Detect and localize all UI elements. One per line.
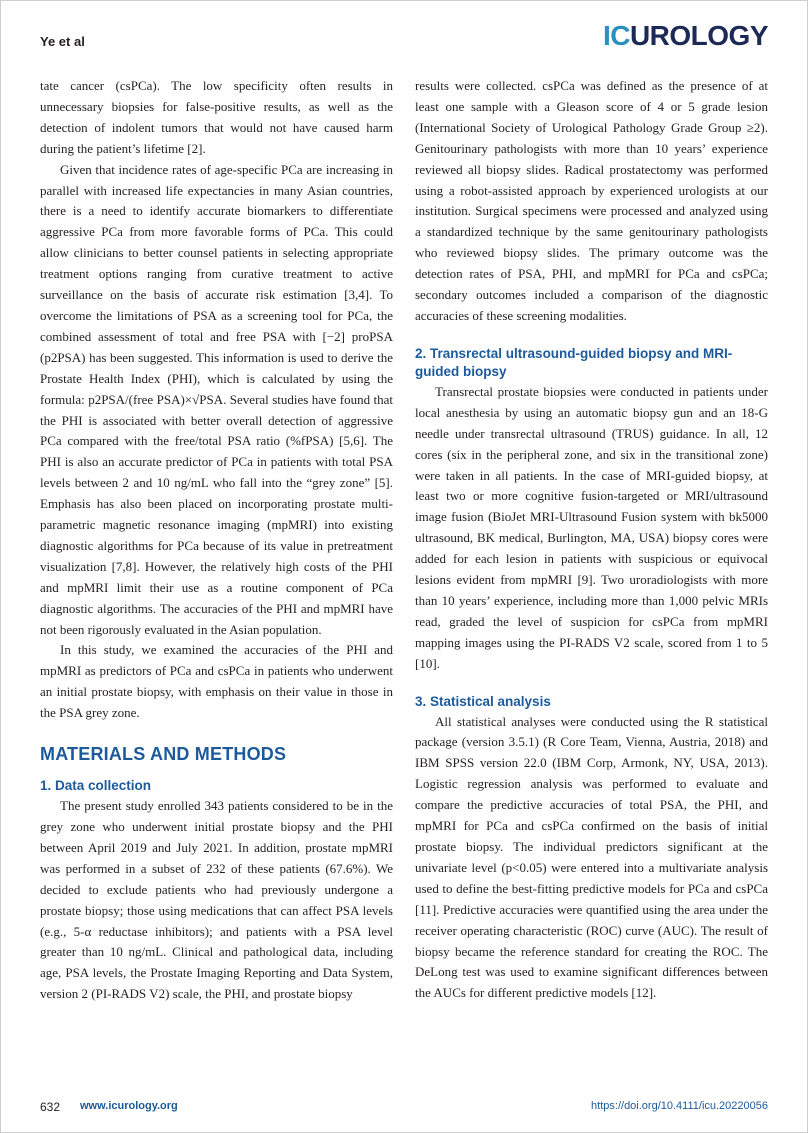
doi-link[interactable]: https://doi.org/10.4111/icu.20220056	[591, 1100, 768, 1112]
subsection-heading: 1. Data collection	[40, 778, 152, 794]
subsection-heading: 2. Transrectal ultrasound-guided biopsy and MRI-guided biopsy	[415, 345, 733, 379]
journal-logo	[603, 20, 768, 52]
paragraph: results were collected. csPCa was defined as the presence of at least one sample with a Gleason score of 4 or 5 grade lesion (International Society of Urological Pathology Grade Group ≥2). Genitourinary pathologists with more than 10 years’ experience reviewed all biopsy slides. Radical prostatectomy was performed using a robot-assisted approach by experienced urologists at our institution. Surgical specimens were processed and analyzed using a standardized technique by the same genitourinary pathologists who reviewed biopsy slides. The primary outcome was the detection rates of PSA, PHI, and mpMRI for PCa and csPCa; secondary outcomes included a comparison of the diagnostic accuracies of these screening modalities.	[415, 78, 768, 323]
paragraph: tate cancer (csPCa). The low specificity often results in unnecessary biopsies for false-positive results, as well as the detection of indolent tumors that would not have caused harm during the patient’s lifetime [2].	[40, 78, 393, 156]
paragraph: In this study, we examined the accuracies of the PHI and mpMRI as predictors of PCa and csPCa in patients who underwent an initial prostate biopsy, with emphasis on their value in those in the PSA grey zone.	[40, 642, 393, 721]
journal-logo-prefix: IC	[602, 20, 630, 51]
page-number: 632	[40, 1100, 61, 1114]
paragraph: Given that incidence rates of age-specific PCa are increasing in parallel with increased life expectancies in many Asian countries, there is a need to identify accurate biomarkers to differentiate aggressive PCa from more favorable forms of PCa. This could allow clinicians to better counsel patients in selecting appropriate treatment options ranging from curative treatment to active surveillance on the basis of accurate risk estimation [3,4]. To overcome the limitations of PSA as a screening tool for PCa, the combined assessment of total and free PSA with [−2] proPSA (p2PSA) has been suggested. This information is used to derive the Prostate Health Index (PHI), which is calculated by using the formula: p2PSA/(free PSA)×√PSA. Several studies have found that the PHI is associated with better overall detection of aggressive PCa compared with the free/total PSA ratio (%fPSA) [5,6]. The PHI is also an accurate predictor of PCa in patients with total PSA levels between 2 and 10 ng/mL who fall into the “grey zone” [5]. Emphasis has also been placed on incorporating prostate multi-parametric magnetic resonance imaging (mpMRI) into existing diagnostic algorithms for PCa because of its value in pretreatment visualization [7,8]. However, the relatively high costs of the PHI and mpMRI limit their use as a routine component of PCa diagnostic algorithms. The accuracies of the PHI and mpMRI have not been rigorously evaluated in the Asian population.	[40, 161, 393, 637]
subsection-heading: 3. Statistical analysis	[415, 693, 551, 709]
paragraph: All statistical analyses were conducted using the R statistical package (version 3.5.1) (R Core Team, Vienna, Austria, 2018) and IBM SPSS version 22.0 (IBM Corp, Armonk, NY, USA, 2013). Logistic regression analysis was performed to evaluate and compare the predictive accuracies of total PSA, the PHI, and mpMRI for PCa and csPCa confirmed on the basis of initial prostate biopsy. The individual predictors significant at the univariate level (p<0.05) were entered into a multivariate analysis used to define the best-fitting predictive models for PCa and csPCa [11]. Predictive accuracies were quantified using the area under the receiver operating characteristic (ROC) curve (AUC). The result of biopsy became the reference standard for creating the ROC. The DeLong test was used to examine significant differences between the AUCs for different predictive models [12].	[415, 713, 768, 1001]
section-heading: MATERIALS AND METHODS	[40, 744, 287, 765]
paragraph: The present study enrolled 343 patients considered to be in the grey zone who underwent initial prostate biopsy and the PHI between April 2019 and July 2021. In addition, prostate mpMRI was performed in a subset of 232 of these patients (67.6%). We decided to exclude patients who had previously undergone a prostate biopsy; those using medications that can affect PSA levels (e.g., 5-α reductase inhibitors); and patients with a PSA level greater than 10 ng/mL. Clinical and pathological data, including age, PSA levels, the Prostate Imaging Reporting and Data System, version 2 (PI-RADS V2) scale, the PHI, and prostate biopsy	[40, 798, 393, 1002]
left-column	[40, 76, 393, 1005]
right-column	[415, 76, 768, 1004]
paragraph: Transrectal prostate biopsies were conducted in patients under local anesthesia by using an automatic biopsy gun and an 18-G needle under transrectal ultrasound (TRUS) guidance. In all, 12 cores (six in the peripheral zone, and six in the transitional zone) were taken in all patients. In the case of MRI-guided biopsy, at least two or more cognitive fusion-targeted or MRI/ultrasound image fusion (BioJet MRI-Ultrasound Fusion system with bk5000 ultrasound, BK medical, Burlington, MA, USA) biopsy cores were added for each lesion in patients with suspicious or equivocal lesions evident from mpMRI [9]. Two uroradiologists with more than 10 years’ experience, including more than 1,000 pelvic MRIs read, graded the level of suspicion for csPCa from mpMRI mapping images using the PI-RADS V2 scale, scored from 1 to 5 [10].	[415, 383, 768, 671]
journal-logo-suffix: UROLOGY	[629, 20, 768, 51]
running-header-authors: Ye et al	[40, 34, 85, 49]
journal-website-link[interactable]: www.icurology.org	[80, 1100, 178, 1112]
